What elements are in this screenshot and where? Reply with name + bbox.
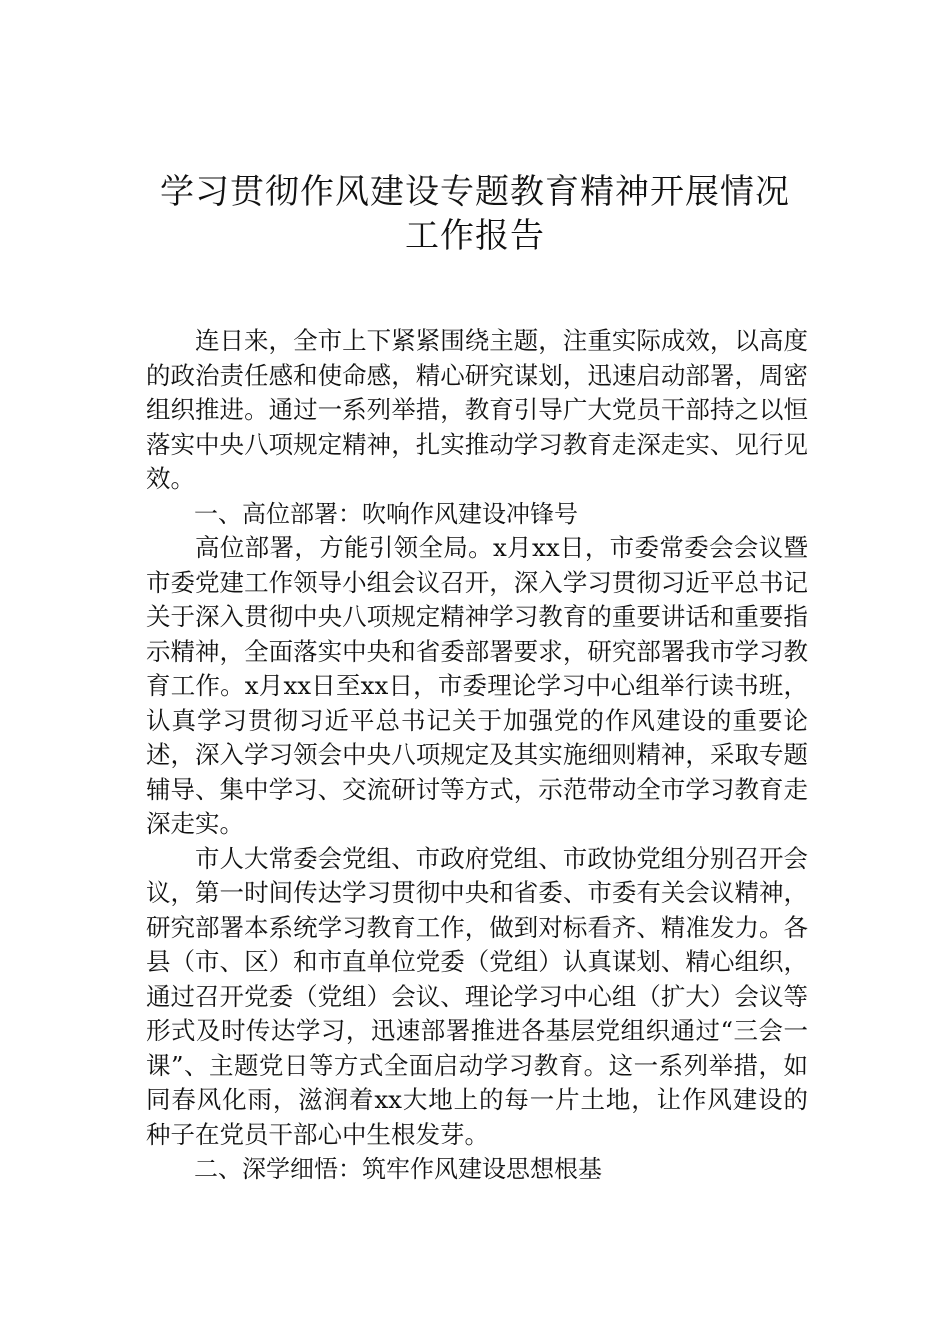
paragraph-intro: 连日来，全市上下紧紧围绕主题，注重实际成效，以高度的政治责任感和使命感，精心研究谋划，迅速启动部署，周密组织推进。通过一系列举措，教育引导广大党员干部持之以恒落实中央八项规定精神，扎实推动学习教育走深走实、见行见效。 <box>146 326 808 493</box>
document-title-line-1: 学习贯彻作风建设专题教育精神开展情况 <box>160 172 790 212</box>
section-heading-2: 二、深学细悟：筑牢作风建设思想根基 <box>194 1155 602 1183</box>
paragraph-section-1-b: 市人大常委会党组、市政府党组、市政协党组分别召开会议，第一时间传达学习贯彻中央和省委、市委有关会议精神，研究部署本系统学习教育工作，做到对标看齐、精准发力。各县（市、区）和市直单位党委（党组）认真谋划、精心组织，通过召开党委（党组）会议、理论学习中心组（扩大）会议等形式及时传达学习，迅速部署推进各基层党组织通过“三会一课”、主题党日等方式全面启动学习教育。这一系列举措，如同春风化雨，滋润着xx大地上的每一片土地，让作风建设的种子在党员干部心中生根发芽。 <box>146 843 808 1149</box>
section-heading-1: 一、高位部署：吹响作风建设冲锋号 <box>194 499 578 528</box>
document-title-line-2: 工作报告 <box>405 216 545 256</box>
paragraph-section-1-a: 高位部署，方能引领全局。x月xx日，市委常委会会议暨市委党建工作领导小组会议召开，深入学习贯彻习近平总书记关于深入贯彻中央八项规定精神学习教育的重要讲话和重要指示精神，全面落实中央和省委部署要求，研究部署我市学习教育工作。x月xx日至xx日，市委理论学习中心组举行读书班，认真学习贯彻习近平总书记关于加强党的作风建设的重要论述，深入学习领会中央八项规定及其实施细则精神，采取专题辅导、集中学习、交流研讨等方式，示范带动全市学习教育走深走实。 <box>146 533 808 838</box>
document-body <box>146 324 808 1187</box>
